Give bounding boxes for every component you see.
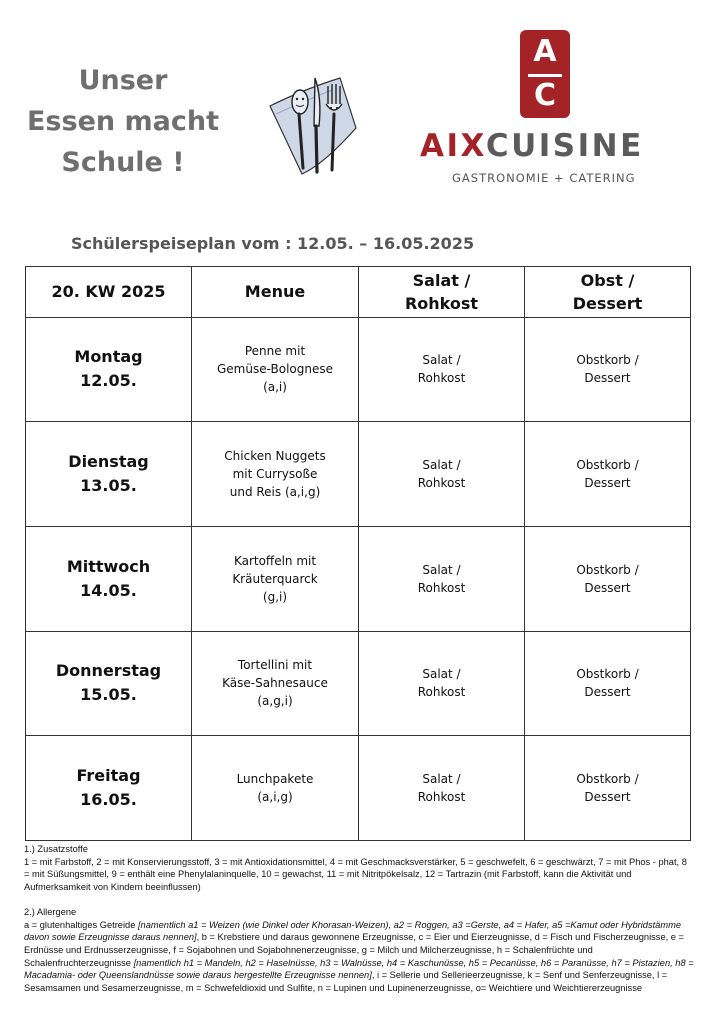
dessert-cell: Obstkorb / Dessert — [525, 631, 691, 736]
additives-text: 1 = mit Farbstoff, 2 = mit Konservierungsstoff, 3 = mit Antioxidationsmittel, 4 = mit Geschmacksverstärker, 5 = geschwefelt, 6 = geschwärzt, 7 = mit Phos - phat, 8 = mit Süßungsmittel, 9 = enthält eine Phenylalaninquelle, 10 = gewachst, 11 = mit Nitritpökelsalz, 12 = Tartrazin (mit Farbstoff, kann die Aktivität und Aufmerksamkeit von Kindern beeinflussen) — [24, 856, 687, 893]
day-name: Montag — [74, 347, 143, 367]
menu-table — [25, 266, 691, 841]
allergens-title: 2.) Allergene — [24, 906, 77, 917]
day-cell — [26, 736, 192, 841]
additives-title: 1.) Zusatzstoffe — [24, 844, 88, 854]
header-menu: Menue — [192, 267, 359, 318]
menu-cell: Tortellini mit Käse-Sahnesauce (a,g,i) — [192, 631, 359, 736]
footnotes — [24, 843, 694, 995]
logo-letter-c: C — [533, 78, 557, 113]
brand-rest: CUISINE — [485, 128, 644, 164]
slogan — [18, 60, 228, 183]
day-cell — [26, 317, 192, 422]
day-date: 13.05. — [80, 476, 137, 496]
dessert-cell: Obstkorb / Dessert — [525, 317, 691, 422]
day-date: 16.05. — [80, 790, 137, 810]
table-row — [26, 736, 691, 841]
brand-tagline: GASTRONOMIE + CATERING — [452, 171, 636, 185]
header-week: 20. KW 2025 — [26, 267, 192, 318]
slogan-line: Essen macht — [26, 106, 219, 137]
table-row — [26, 631, 691, 736]
day-name: Donnerstag — [55, 661, 162, 681]
logo-mark — [520, 30, 570, 118]
salad-cell: Salat / Rohkost — [359, 317, 525, 422]
day-date: 14.05. — [80, 580, 137, 600]
menu-cell: Lunchpakete (a,i,g) — [192, 736, 359, 841]
salad-cell: Salat / Rohkost — [359, 631, 525, 736]
day-name: Dienstag — [68, 452, 149, 472]
logo-divider — [528, 74, 562, 77]
header-salad: Salat / Rohkost — [359, 267, 525, 318]
day-cell — [26, 526, 192, 631]
table-row — [26, 422, 691, 527]
day-date: 12.05. — [80, 371, 137, 391]
allergens-text — [24, 919, 694, 995]
cutlery-icon — [262, 68, 358, 180]
day-name: Mittwoch — [66, 556, 151, 576]
day-name: Freitag — [76, 766, 141, 786]
header-dessert: Obst / Dessert — [525, 267, 691, 318]
table-row — [26, 317, 691, 422]
day-date: 15.05. — [80, 685, 137, 705]
menu-cell: Kartoffeln mit Kräuterquarck (g,i) — [192, 526, 359, 631]
brand-name — [420, 128, 670, 164]
menu-cell: Penne mit Gemüse-Bolognese (a,i) — [192, 317, 359, 422]
plan-title: Schülerspeiseplan vom : 12.05. – 16.05.2025 — [71, 234, 475, 253]
allergens-part: a = glutenhaltiges Getreide — [24, 919, 138, 930]
brand-accent: AIX — [420, 128, 486, 164]
dessert-cell: Obstkorb / Dessert — [525, 526, 691, 631]
allergens-detail: [namentlich a1 = Weizen (wie Dinkel oder Khorasan-Weizen), a2 = Roggen, a3 =Gerste, a4 = Hafer, a5 =Kamut oder Hybridstämme davon sowie Erzeugnisse daraus nennen] — [24, 919, 682, 943]
salad-cell: Salat / Rohkost — [359, 526, 525, 631]
logo-letter-a: A — [533, 34, 557, 69]
menu-cell: Chicken Nuggets mit Currysoße und Reis (a,i,g) — [192, 422, 359, 527]
table-header-row — [26, 267, 691, 318]
salad-cell: Salat / Rohkost — [359, 736, 525, 841]
day-cell — [26, 631, 192, 736]
allergens-part: , b = Krebstiere und daraus gewonnene Erzeugnisse, c = Eier und Eierzeugnisse, d = Fisch und Fischerzeugnisse, e = Erdnüsse und Erdnusserzeugnisse, f = Sojabohnen und Sojabohnenerzeugnisse, g = Milch und Milcherzeugnisse, h = Schalenfrüchte und Schalenfruchterzeugnisse — [24, 932, 684, 968]
table-row — [26, 526, 691, 631]
dessert-cell: Obstkorb / Dessert — [525, 736, 691, 841]
slogan-line: Schule ! — [61, 147, 185, 178]
allergens-detail: [namentlich h1 = Mandeln, h2 = Haselnüsse, h3 = Walnüsse, h4 = Kaschunüsse, h5 = Pecanüsse, h6 = Paranüsse, h7 = Pistazien, h8 = Macadamia- oder Queenslandnüsse sowie daraus hergestellte Erzeugnisse nennen] — [24, 957, 694, 981]
spacer — [24, 894, 694, 906]
allergens-part: , i = Sellerie und Sellerieerzeugnisse, k = Senf und Senferzeugnisse, l = Sesamsamen und Sesamerzeugnisse, m = Schwefeldioxid und Sulfite, n = Lupinen und Lupinenerzeugnisse, o= Weichtiere und Weichtiererzeugnisse — [24, 970, 668, 994]
salad-cell: Salat / Rohkost — [359, 422, 525, 527]
day-cell — [26, 422, 192, 527]
slogan-line: Unser — [78, 65, 168, 96]
dessert-cell: Obstkorb / Dessert — [525, 422, 691, 527]
